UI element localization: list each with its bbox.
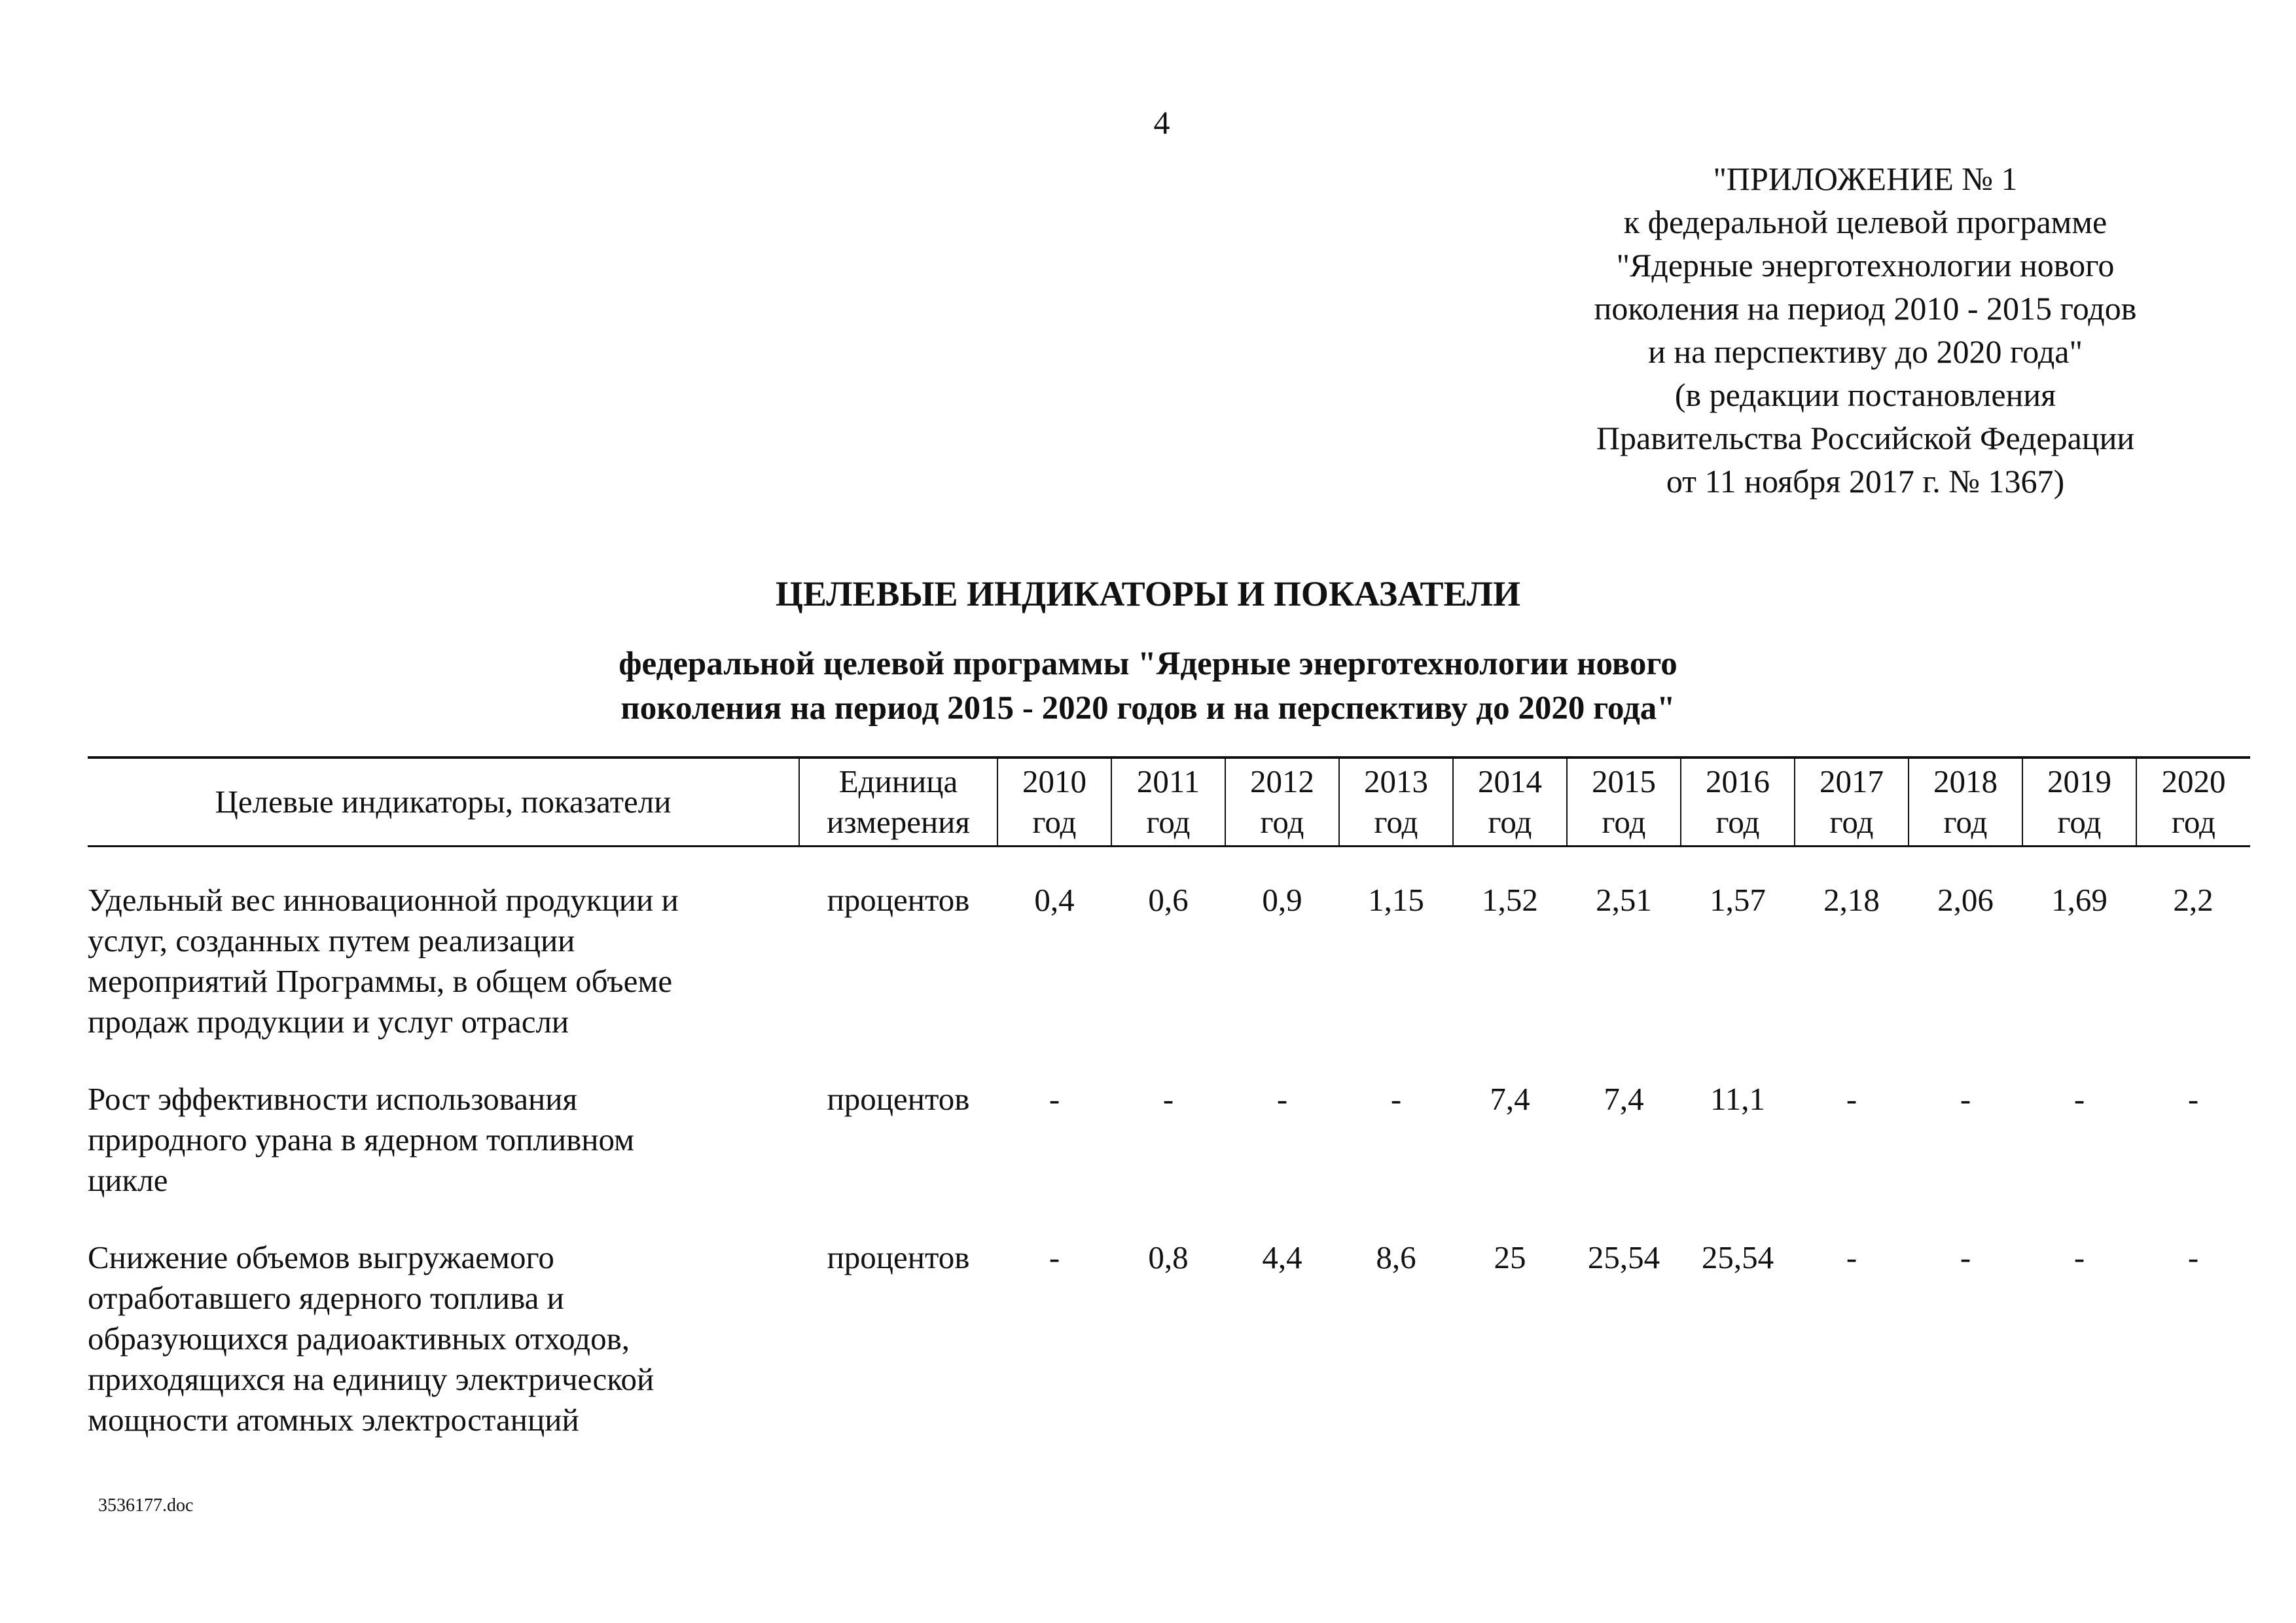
page-number: 4 <box>1153 104 1170 141</box>
header-unit-line: Единица <box>838 763 958 799</box>
appendix-line: к федеральной целевой программе <box>1623 204 2108 240</box>
indicator-value: - <box>1960 1081 1971 1117</box>
indicator-name-line: образующихся радиоактивных отходов, <box>88 1321 630 1357</box>
year-suffix: год <box>1146 804 1191 840</box>
indicator-name-line: мероприятий Программы, в общем объеме <box>88 963 673 999</box>
appendix-line: от 11 ноября 2017 г. № 1367) <box>1666 463 2065 500</box>
indicator-value: 2,2 <box>2173 882 2214 918</box>
header-year <box>1909 757 2022 847</box>
indicator-name <box>88 1079 799 1237</box>
document-title: ЦЕЛЕВЫЕ ИНДИКАТОРЫ И ПОКАЗАТЕЛИ <box>775 574 1521 613</box>
indicator-value: 0,9 <box>1262 882 1302 918</box>
year-value: 2013 <box>1364 763 1428 799</box>
indicator-name-line: услуг, созданных путем реализации <box>88 922 575 958</box>
header-unit <box>799 757 997 847</box>
table-spacer <box>88 847 2250 881</box>
indicator-name-line: мощности атомных электростанций <box>88 1402 579 1438</box>
year-value: 2016 <box>1706 763 1770 799</box>
year-value: 2018 <box>1933 763 1998 799</box>
indicator-name-line: Удельный вес инновационной продукции и <box>88 882 679 918</box>
indicator-value: 1,52 <box>1482 882 1538 918</box>
indicator-value: 25,54 <box>1701 1239 1774 1275</box>
indicator-value: 0,4 <box>1034 882 1075 918</box>
year-suffix: год <box>1374 804 1418 840</box>
table-row <box>88 1237 2250 1440</box>
indicator-name-line: отработавшего ядерного топлива и <box>88 1280 564 1316</box>
indicator-name-line: природного урана в ядерном топливном <box>88 1122 635 1158</box>
indicator-unit: процентов <box>827 882 970 918</box>
year-suffix: год <box>1943 804 1988 840</box>
indicator-value: - <box>1960 1239 1971 1275</box>
indicator-name <box>88 1237 799 1440</box>
indicator-value: 7,4 <box>1490 1081 1530 1117</box>
subtitle-line: федеральной целевой программы "Ядерные энерготехнологии нового <box>619 646 1677 682</box>
indicator-value: 0,6 <box>1148 882 1189 918</box>
indicator-value: 25,54 <box>1587 1239 1660 1275</box>
indicator-value: - <box>1390 1081 1402 1117</box>
year-value: 2012 <box>1250 763 1314 799</box>
table-row <box>88 1079 2250 1237</box>
indicator-name-line: продаж продукции и услуг отрасли <box>88 1004 569 1040</box>
appendix-line: "ПРИЛОЖЕНИЕ № 1 <box>1713 160 2018 197</box>
indicator-value: 2,06 <box>1937 882 1994 918</box>
indicator-value: 1,69 <box>2051 882 2108 918</box>
header-unit-line: измерения <box>827 804 970 840</box>
indicator-name-line: Снижение объемов выгружаемого <box>88 1239 554 1275</box>
indicator-value: 4,4 <box>1262 1239 1302 1275</box>
header-year <box>2022 757 2136 847</box>
indicator-value: 11,1 <box>1710 1081 1765 1117</box>
indicator-unit: процентов <box>827 1239 970 1275</box>
subtitle-line: поколения на период 2015 - 2020 годов и на перспективу до 2020 года" <box>620 690 1676 727</box>
appendix-line: поколения на период 2010 - 2015 годов <box>1594 290 2137 327</box>
indicator-name <box>88 880 799 1079</box>
indicator-name-line: цикле <box>88 1162 168 1198</box>
indicator-value: 25 <box>1494 1239 1526 1275</box>
indicator-value: 2,18 <box>1823 882 1880 918</box>
year-suffix: год <box>2172 804 2215 840</box>
indicator-unit: процентов <box>827 1081 970 1117</box>
year-value: 2020 <box>2161 763 2226 799</box>
year-suffix: год <box>1260 804 1304 840</box>
indicators-table <box>88 756 2250 1440</box>
year-suffix: год <box>1829 804 1874 840</box>
appendix-line: "Ядерные энерготехнологии нового <box>1616 247 2115 283</box>
year-value: 2010 <box>1022 763 1086 799</box>
indicator-value: 1,15 <box>1368 882 1424 918</box>
header-year <box>1453 757 1567 847</box>
year-suffix: год <box>1715 804 1760 840</box>
header-year <box>1339 757 1453 847</box>
header-year <box>1567 757 1681 847</box>
indicator-value: 0,8 <box>1148 1239 1189 1275</box>
year-value: 2019 <box>2047 763 2111 799</box>
indicator-value: - <box>2073 1081 2085 1117</box>
file-reference: 3536177.doc <box>98 1495 194 1516</box>
year-suffix: год <box>1602 804 1646 840</box>
document-subtitle <box>0 642 2296 731</box>
header-year <box>1111 757 1225 847</box>
table-header-row <box>88 757 2250 847</box>
indicator-value: - <box>2187 1239 2199 1275</box>
indicator-value: - <box>1162 1081 1174 1117</box>
indicator-value: - <box>2187 1081 2199 1117</box>
appendix-line: и на перспективу до 2020 года" <box>1648 333 2083 370</box>
indicator-value: - <box>2073 1239 2085 1275</box>
header-indicators: Целевые индикаторы, показатели <box>88 757 799 847</box>
indicator-value: 7,4 <box>1604 1081 1644 1117</box>
indicator-value: 8,6 <box>1376 1239 1416 1275</box>
indicator-value: - <box>1049 1239 1060 1275</box>
indicator-value: - <box>1846 1081 1857 1117</box>
table-row <box>88 880 2250 1079</box>
year-value: 2014 <box>1478 763 1542 799</box>
indicator-value: 2,51 <box>1596 882 1652 918</box>
indicator-value: - <box>1049 1081 1060 1117</box>
appendix-header <box>1486 157 2245 503</box>
header-year <box>997 757 1111 847</box>
indicator-value: 1,57 <box>1710 882 1766 918</box>
year-suffix: год <box>2057 804 2102 840</box>
appendix-line: (в редакции постановления <box>1674 376 2056 413</box>
header-year <box>1795 757 1909 847</box>
header-year <box>1225 757 1339 847</box>
year-value: 2015 <box>1592 763 1656 799</box>
header-year <box>2136 757 2250 847</box>
indicator-name-line: приходящихся на единицу электрической <box>88 1361 655 1397</box>
appendix-line: Правительства Российской Федерации <box>1596 420 2135 456</box>
indicator-value: - <box>1276 1081 1288 1117</box>
indicator-name-line: Рост эффективности использования <box>88 1081 578 1117</box>
indicator-value: - <box>1846 1239 1857 1275</box>
year-suffix: год <box>1488 804 1532 840</box>
header-year <box>1681 757 1795 847</box>
year-value: 2011 <box>1136 763 1200 799</box>
year-suffix: год <box>1032 804 1077 840</box>
year-value: 2017 <box>1820 763 1884 799</box>
